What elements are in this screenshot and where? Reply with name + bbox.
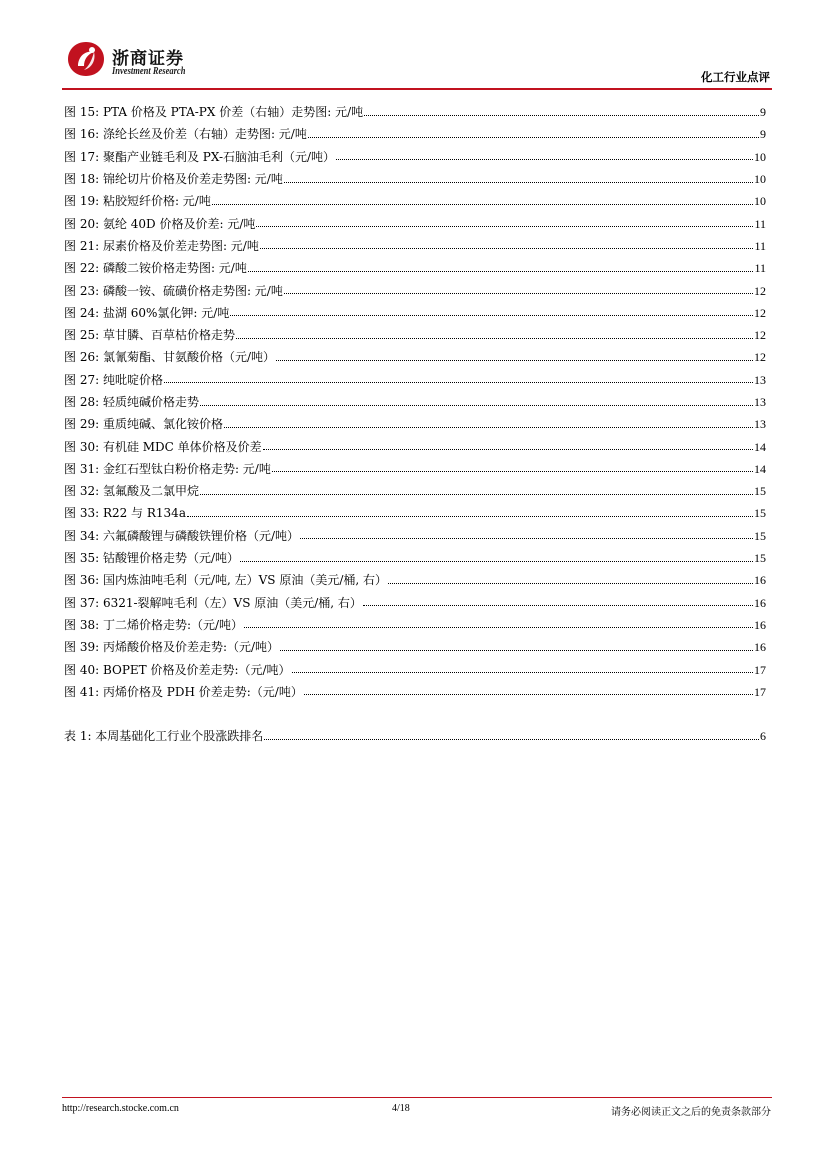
toc-leader-dots bbox=[336, 159, 753, 160]
toc-entry-page: 14 bbox=[754, 439, 766, 454]
toc-entry-label: 图 41: 丙烯价格及 PDH 价差走势:（元/吨） bbox=[64, 684, 303, 699]
toc-entry-label: 图 33: R22 与 R134a bbox=[64, 506, 186, 521]
toc-entry-label: 图 40: BOPET 价格及价差走势:（元/吨） bbox=[64, 662, 291, 677]
toc-entry-label: 图 30: 有机硅 MDC 单体价格及价差 bbox=[64, 439, 262, 454]
toc-entry-page: 13 bbox=[754, 395, 766, 409]
toc-entry[interactable] bbox=[62, 480, 766, 502]
toc-leader-dots bbox=[300, 538, 753, 539]
figure-list bbox=[62, 101, 766, 703]
toc-leader-dots bbox=[212, 204, 753, 205]
toc-entry-page: 12 bbox=[754, 350, 766, 365]
toc-leader-dots bbox=[388, 583, 753, 584]
toc-entry[interactable] bbox=[62, 168, 766, 190]
toc-entry-label: 图 25: 草甘膦、百草枯价格走势 bbox=[64, 328, 235, 343]
table-list bbox=[62, 725, 766, 747]
toc-entry-label: 图 23: 磷酸一铵、硫磺价格走势图: 元/吨 bbox=[64, 283, 283, 298]
toc-entry[interactable] bbox=[62, 257, 766, 279]
footer-divider bbox=[62, 1097, 772, 1098]
toc-entry[interactable] bbox=[62, 658, 766, 680]
toc-entry-label: 图 38: 丁二烯价格走势:（元/吨） bbox=[64, 617, 244, 632]
toc-entry-label: 图 18: 锦纶切片价格及价差走势图: 元/吨 bbox=[64, 172, 283, 187]
toc-entry-page: 13 bbox=[754, 417, 766, 432]
toc-leader-dots bbox=[308, 137, 759, 138]
toc-entry[interactable] bbox=[62, 725, 766, 747]
toc-entry-label: 图 28: 轻质纯碱价格走势 bbox=[64, 395, 199, 409]
toc-entry-page: 17 bbox=[754, 662, 766, 677]
toc-entry-label: 图 24: 盐湖 60%氯化钾: 元/吨 bbox=[64, 305, 230, 320]
toc-leader-dots bbox=[200, 405, 753, 406]
toc-entry-label: 图 36: 国内炼油吨毛利（元/吨, 左）VS 原油（美元/桶, 右） bbox=[64, 573, 387, 588]
toc-entry-page: 15 bbox=[754, 551, 766, 566]
toc-leader-dots bbox=[187, 516, 753, 517]
toc-entry-page: 10 bbox=[754, 172, 766, 187]
toc-entry[interactable] bbox=[62, 413, 766, 435]
footer-url[interactable]: http://research.stocke.com.cn bbox=[62, 1103, 179, 1114]
page-number: 4/18 bbox=[392, 1103, 410, 1114]
toc-entry[interactable] bbox=[62, 614, 766, 636]
toc-entry[interactable] bbox=[62, 636, 766, 658]
toc-entry[interactable] bbox=[62, 212, 766, 234]
company-name-en: Investment Research bbox=[112, 66, 186, 77]
toc-entry-page: 11 bbox=[754, 238, 766, 253]
toc-entry[interactable] bbox=[62, 324, 766, 346]
toc-entry-page: 15 bbox=[754, 484, 766, 499]
toc-entry-label: 图 26: 氯氰菊酯、甘氨酸价格（元/吨） bbox=[64, 350, 275, 365]
toc-entry[interactable] bbox=[62, 279, 766, 301]
toc-leader-dots bbox=[284, 293, 753, 294]
toc-entry-label: 图 15: PTA 价格及 PTA-PX 价差（右轴）走势图: 元/吨 bbox=[64, 105, 364, 120]
toc-entry-label: 图 27: 纯吡啶价格 bbox=[64, 372, 163, 387]
toc-entry-page: 16 bbox=[754, 595, 766, 610]
toc-entry-label: 图 32: 氢氟酸及二氯甲烷 bbox=[64, 484, 199, 499]
toc-entry[interactable] bbox=[62, 101, 766, 123]
toc-entry-page: 9 bbox=[760, 127, 766, 142]
table-of-contents bbox=[62, 101, 766, 747]
report-category: 化工行业点评 bbox=[701, 70, 770, 84]
toc-entry-page: 12 bbox=[754, 305, 766, 320]
toc-entry-page: 6 bbox=[760, 729, 766, 744]
toc-entry-label: 图 21: 尿素价格及价差走势图: 元/吨 bbox=[64, 238, 259, 253]
toc-leader-dots bbox=[200, 494, 753, 495]
toc-entry-page: 16 bbox=[754, 617, 766, 632]
page-header bbox=[62, 38, 772, 88]
toc-entry[interactable] bbox=[62, 391, 766, 413]
toc-entry-page: 14 bbox=[754, 461, 766, 476]
toc-entry-page: 15 bbox=[754, 528, 766, 543]
toc-entry-label: 图 20: 氨纶 40D 价格及价差: 元/吨 bbox=[64, 216, 256, 231]
toc-entry-page: 12 bbox=[754, 283, 766, 298]
toc-leader-dots bbox=[260, 248, 754, 249]
toc-entry-label: 图 16: 涤纶长丝及价差（右轴）走势图: 元/吨 bbox=[64, 127, 307, 142]
toc-leader-dots bbox=[230, 315, 753, 316]
toc-entry[interactable] bbox=[62, 592, 766, 614]
toc-leader-dots bbox=[280, 650, 753, 651]
toc-entry-label: 图 39: 丙烯酸价格及价差走势:（元/吨） bbox=[64, 640, 280, 655]
toc-entry[interactable] bbox=[62, 369, 766, 391]
toc-entry-label: 图 35: 钴酸锂价格走势（元/吨） bbox=[64, 551, 239, 566]
toc-leader-dots bbox=[264, 739, 759, 740]
toc-leader-dots bbox=[272, 471, 753, 472]
toc-entry[interactable] bbox=[62, 569, 766, 591]
toc-entry-page: 16 bbox=[754, 573, 766, 588]
toc-leader-dots bbox=[248, 271, 754, 272]
toc-entry-page: 17 bbox=[754, 684, 766, 699]
toc-entry[interactable] bbox=[62, 190, 766, 212]
toc-entry[interactable] bbox=[62, 502, 766, 524]
toc-entry-page: 16 bbox=[754, 640, 766, 655]
toc-leader-dots bbox=[304, 694, 753, 695]
toc-entry-label: 图 34: 六氟磷酸锂与磷酸铁锂价格（元/吨） bbox=[64, 528, 299, 543]
toc-entry-page: 13 bbox=[754, 372, 766, 387]
toc-leader-dots bbox=[292, 672, 753, 673]
toc-leader-dots bbox=[276, 360, 753, 361]
footer-disclaimer: 请务必阅读正文之后的免责条款部分 bbox=[611, 1107, 771, 1118]
toc-entry-page: 9 bbox=[760, 105, 766, 120]
toc-leader-dots bbox=[164, 382, 753, 383]
toc-entry-page: 11 bbox=[754, 261, 766, 276]
toc-entry-label: 图 29: 重质纯碱、氯化铵价格 bbox=[64, 417, 223, 432]
toc-entry[interactable] bbox=[62, 302, 766, 324]
toc-entry[interactable] bbox=[62, 681, 766, 703]
toc-leader-dots bbox=[236, 338, 753, 339]
toc-entry-label: 图 19: 粘胶短纤价格: 元/吨 bbox=[64, 194, 211, 209]
toc-entry-label: 表 1: 本周基础化工行业个股涨跌排名 bbox=[64, 729, 264, 744]
toc-leader-dots bbox=[240, 561, 753, 562]
toc-entry-page: 11 bbox=[754, 216, 766, 231]
toc-entry-page: 10 bbox=[754, 149, 766, 164]
toc-leader-dots bbox=[363, 605, 753, 606]
toc-entry[interactable] bbox=[62, 146, 766, 168]
toc-leader-dots bbox=[224, 427, 753, 428]
toc-entry-label: 图 17: 聚酯产业链毛利及 PX-石脑油毛利（元/吨） bbox=[64, 149, 336, 164]
toc-entry-page: 10 bbox=[754, 194, 766, 209]
list-spacer bbox=[62, 703, 766, 725]
toc-leader-dots bbox=[244, 627, 753, 628]
header-divider bbox=[62, 88, 772, 90]
toc-leader-dots bbox=[284, 182, 753, 183]
company-name-cn: 浙商证券 bbox=[112, 49, 184, 69]
toc-entry[interactable] bbox=[62, 525, 766, 547]
toc-entry[interactable] bbox=[62, 547, 766, 569]
toc-entry-label: 图 22: 磷酸二铵价格走势图: 元/吨 bbox=[64, 261, 247, 276]
toc-entry[interactable] bbox=[62, 435, 766, 457]
toc-entry-page: 15 bbox=[754, 506, 766, 521]
toc-entry[interactable] bbox=[62, 235, 766, 257]
toc-entry[interactable] bbox=[62, 123, 766, 145]
toc-entry-page: 12 bbox=[754, 328, 766, 343]
toc-entry-label: 图 31: 金红石型钛白粉价格走势: 元/吨 bbox=[64, 461, 271, 476]
toc-leader-dots bbox=[256, 226, 753, 227]
toc-leader-dots bbox=[263, 449, 753, 450]
toc-entry[interactable] bbox=[62, 458, 766, 480]
company-logo-icon bbox=[66, 40, 106, 78]
toc-entry-label: 图 37: 6321-裂解吨毛利（左）VS 原油（美元/桶, 右） bbox=[64, 595, 362, 610]
toc-leader-dots bbox=[364, 115, 759, 116]
toc-entry[interactable] bbox=[62, 346, 766, 368]
